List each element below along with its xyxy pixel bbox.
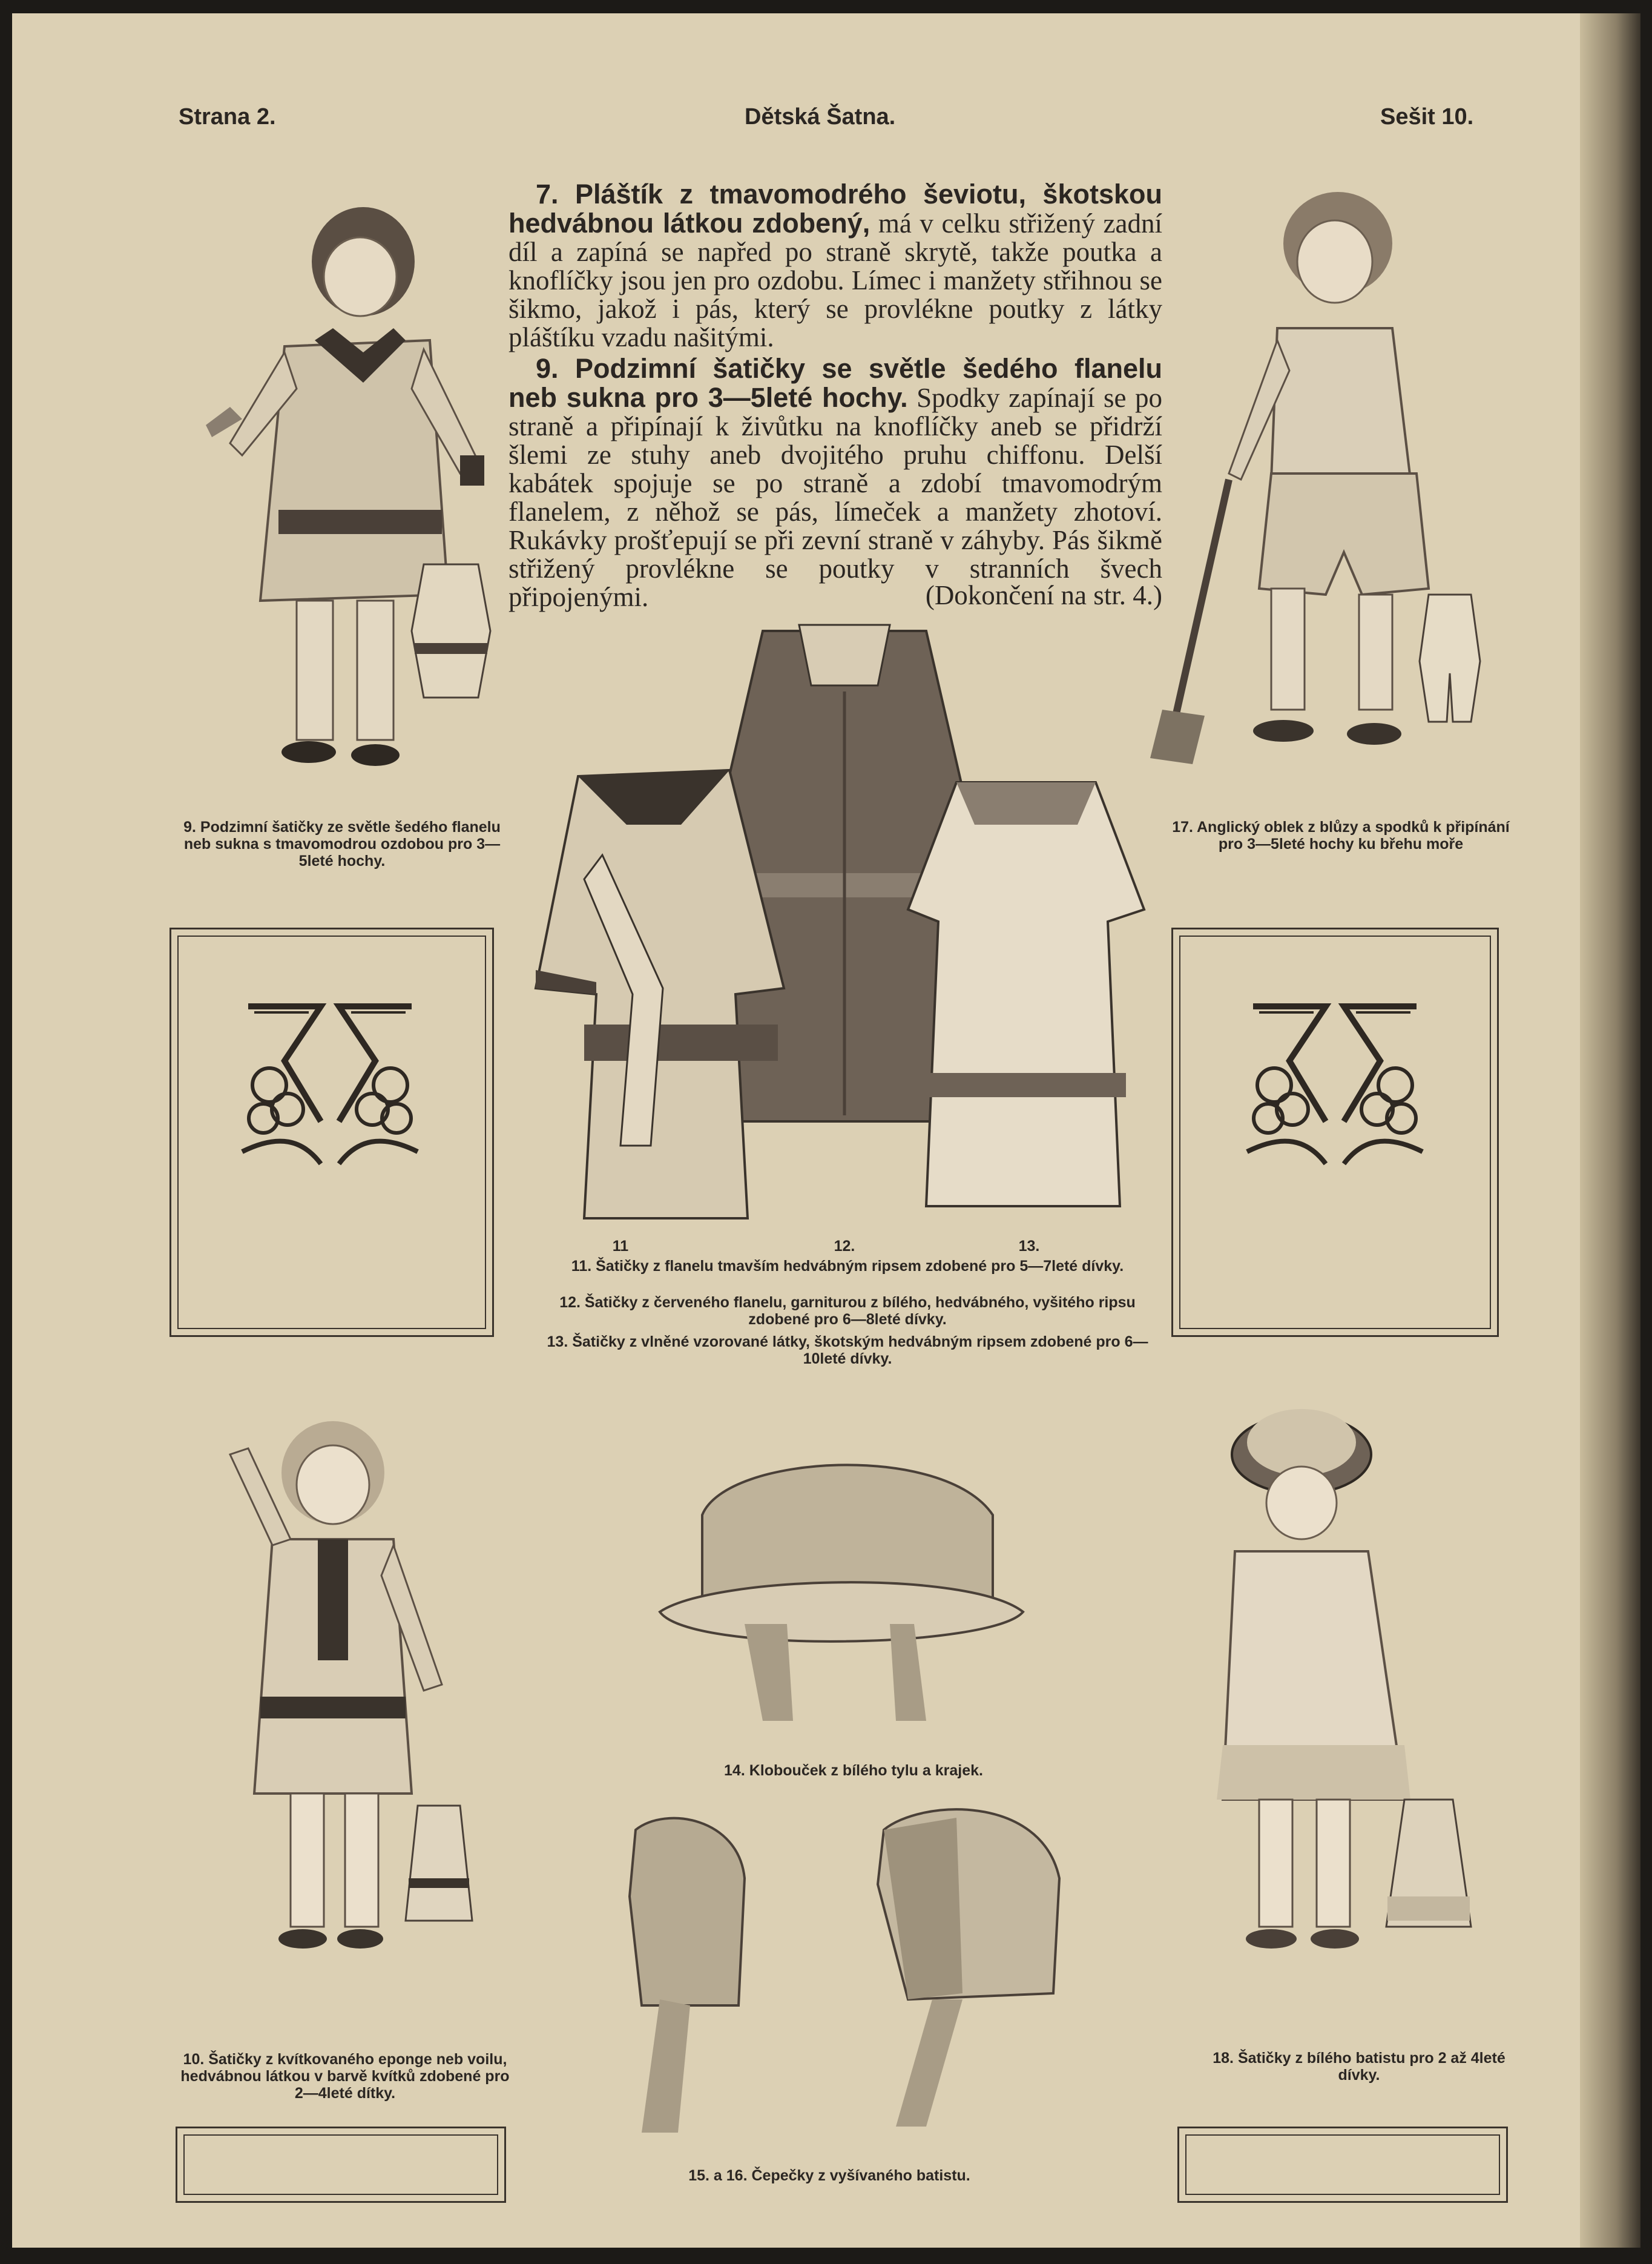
illustration-suit-back-view xyxy=(1404,589,1495,728)
article-paragraph-7 xyxy=(508,180,1162,352)
magazine-title: Dětská Šatna. xyxy=(745,104,896,130)
caption-fig10: 10. Šatičky z kvítkovaného eponge neb voilu, hedvábnou látkou v barvě kvítků zdobené pro 2—4leté dítky. xyxy=(180,2051,510,2102)
empty-frame-bottom-left-inner xyxy=(183,2134,498,2195)
illustration-tulle-hat xyxy=(654,1442,1029,1733)
caption-fig15-16: 15. a 16. Čepečky z vyšívaného batistu. xyxy=(688,2167,970,2184)
caption-fig14: 14. Klobouček z bílého tylu a krajek. xyxy=(724,1762,983,1779)
illustration-boy-grey-flannel xyxy=(194,207,508,800)
page-number: Strana 2. xyxy=(179,104,276,130)
illustration-batiste-dress-back-view xyxy=(1380,1794,1477,1933)
page-spine-shadow xyxy=(1580,13,1640,2248)
caption-fig12: 12. Šatičky z červeného flanelu, garniturou z bílého, hedvábného, vyšitého ripsu zdobené pro 6—8leté dívky. xyxy=(559,1294,1136,1328)
illustration-dress-11 xyxy=(530,758,790,1224)
article-7-text: má v celku střižený zadní díl a zapíná se napřed po straně skrytě, takže poutka a knoflíčky jsou jen pro ozdobu. Límec i manžety střihnou se šikmo, jakož i pás, který se provlékne poutky z látky pláštíku vzadu našitými. xyxy=(508,208,1162,352)
art-nouveau-ornament-left xyxy=(230,994,430,1170)
art-nouveau-ornament-right xyxy=(1235,994,1435,1170)
article-paragraph-9 xyxy=(508,354,1162,612)
caption-fig11: 11. Šatičky z flanelu tmavším hedvábným ripsem zdobené pro 5—7leté dívky. xyxy=(571,1258,1124,1275)
caption-fig18: 18. Šatičky z bílého batistu pro 2 až 4leté dívky. xyxy=(1213,2050,1506,2084)
illustration-bonnet-16 xyxy=(872,1794,1071,2133)
empty-frame-bottom-right-inner xyxy=(1185,2134,1500,2195)
illustration-girl-dress-back-view xyxy=(400,1800,478,1927)
figure-number-11: 11 xyxy=(612,1238,629,1255)
figure-number-13: 13. xyxy=(1018,1238,1040,1255)
caption-fig17: 17. Anglický oblek z blůzy a spodků k připínání pro 3—5leté hochy ku břehu moře xyxy=(1172,819,1510,853)
continued-note: (Dokončení na str. 4.) xyxy=(925,580,1162,610)
article-9-heading: 9. Podzimní šatičky se světle šedého flanelu neb sukna pro 3—5leté hochy. xyxy=(508,353,1162,413)
empty-frame-bottom-right xyxy=(1177,2127,1508,2203)
article-9-text: Spodky zapínají se po straně a připínají k živůtku na knoflíčky aneb se přidrží šlemi ze stuhy aneb dvojitého pruhu chiffonu. Delší kabátek spojuje se po straně a zdobí tmavomodrým flanelem, z něhož se pás, límeček a manžety zhotoví. Rukávky prošťepují se při zevní straně v záhyby. Pás šikmě střižený provlékne se poutky v stranních švech připojenými. xyxy=(508,383,1162,612)
illustration-bonnet-15 xyxy=(617,1806,757,2145)
caption-fig9: 9. Podzimní šatičky ze světle šedého flanelu neb sukna s tmavomodrou ozdobou pro 3—5leté hochy. xyxy=(183,819,501,870)
magazine-page xyxy=(12,13,1634,2248)
figure-number-12: 12. xyxy=(834,1238,855,1255)
caption-fig13: 13. Šatičky z vlněné vzorované látky, škotským hedvábným ripsem zdobené pro 6—10leté dívky. xyxy=(547,1333,1148,1367)
illustration-dress-13 xyxy=(902,770,1150,1212)
empty-frame-bottom-left xyxy=(176,2127,506,2203)
issue-number: Sešit 10. xyxy=(1380,104,1474,130)
article-7-heading: 7. Pláštík z tmavomodrého ševiotu, škotskou hedvábnou látkou zdobený, xyxy=(508,179,1162,239)
illustration-boy-back-view xyxy=(406,558,496,710)
